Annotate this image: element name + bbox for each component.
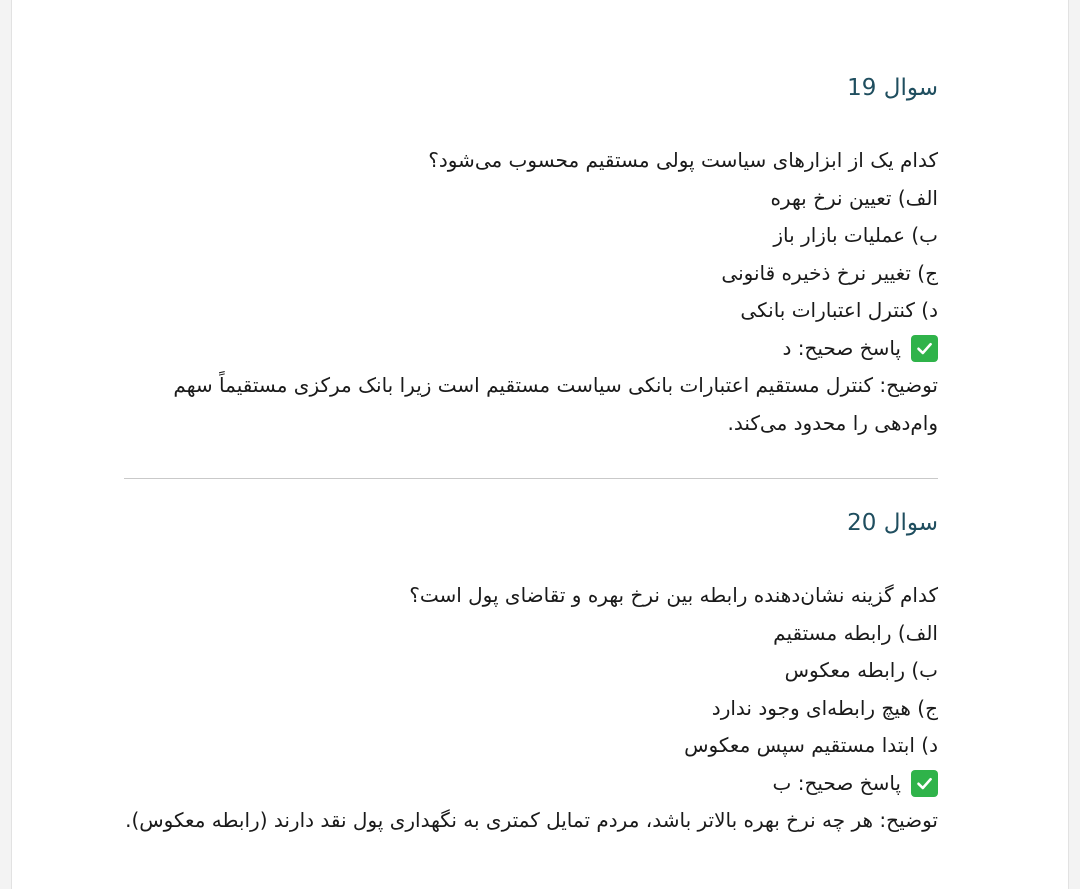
question-title: سوال 19 (847, 75, 938, 101)
option-dal: د) کنترل اعتبارات بانکی (740, 298, 938, 322)
question-block-20 (124, 505, 938, 840)
check-mark-icon (911, 335, 938, 362)
explanation-text: توضیح: کنترل مستقیم اعتبارات بانکی سیاست مستقیم است زیرا بانک مرکزی مستقیماً سهم وام‌دهی را محدود می‌کند. (173, 373, 938, 435)
option-alef: الف) رابطه مستقیم (773, 620, 938, 645)
option-alef: الف) تعیین نرخ بهره (770, 185, 938, 210)
correct-answer (124, 330, 938, 368)
question-title: سوال 20 (847, 510, 938, 536)
question-block-19 (124, 70, 938, 442)
option-be: ب) رابطه معکوس (784, 658, 938, 682)
explanation-text: توضیح: هر چه نرخ بهره بالاتر باشد، مردم تمایل کمتری به نگهداری پول نقد دارند (رابطه معکوس). (125, 808, 938, 832)
correct-answer-label: پاسخ صحیح: د (782, 335, 901, 360)
check-mark-icon (911, 770, 938, 797)
question-text: کدام گزینه نشان‌دهنده رابطه بین نرخ بهره و تقاضای پول است؟ (409, 583, 938, 607)
option-jim: ج) تغییر نرخ ذخیره قانونی (721, 260, 938, 285)
option-be: ب) عملیات بازار باز (773, 223, 938, 247)
correct-answer (124, 765, 938, 803)
option-dal: د) ابتدا مستقیم سپس معکوس (684, 733, 938, 757)
question-text: کدام یک از ابزارهای سیاست پولی مستقیم محسوب می‌شود؟ (428, 148, 938, 172)
question-divider (124, 478, 938, 479)
correct-answer-label: پاسخ صحیح: ب (772, 770, 901, 795)
option-jim: ج) هیچ رابطه‌ای وجود ندارد (711, 695, 938, 720)
